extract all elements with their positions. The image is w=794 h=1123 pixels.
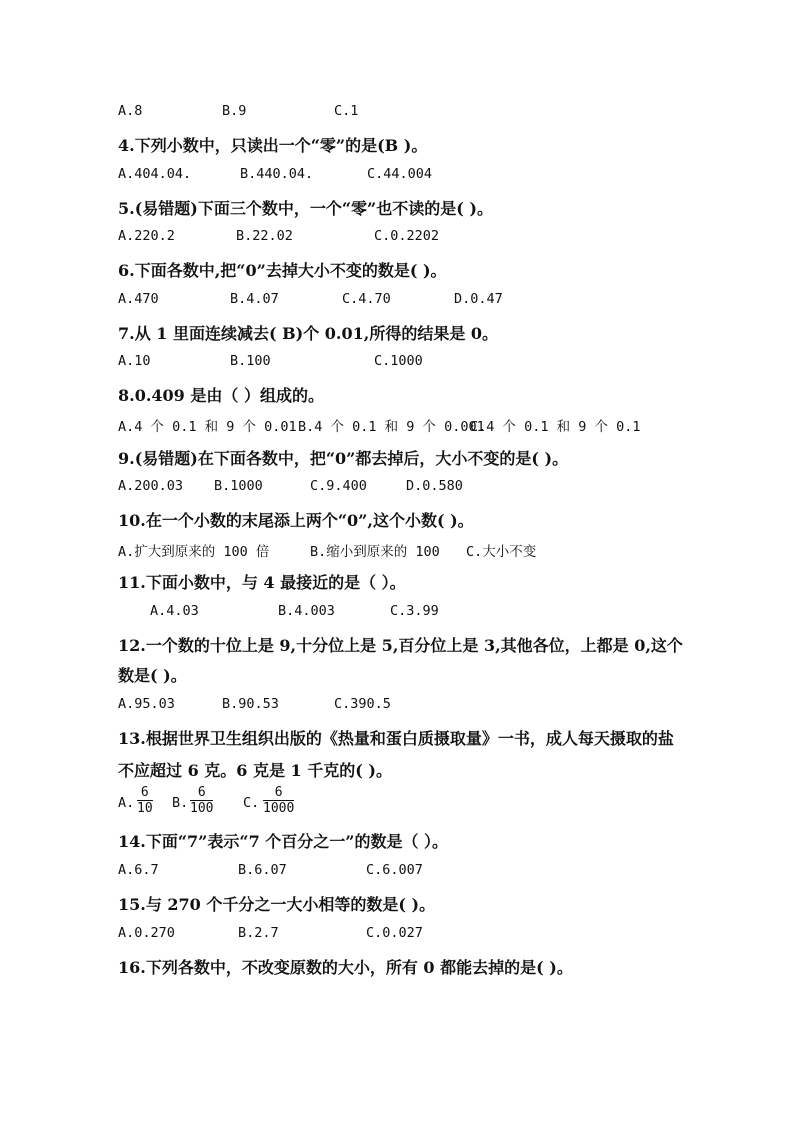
question-12-line-1: 12.一个数的十位上是 9,十分位上是 5,百分位上是 3,其他各位，上都是 0,这个 [118, 636, 683, 655]
question-11: 11.下面小数中，与 4 最接近的是（ ）。 [118, 573, 406, 592]
fraction-numerator: 6 [197, 785, 206, 800]
option-a: A.0.270 [118, 925, 175, 941]
question-10: 10.在一个小数的末尾添上两个“0”,这个小数( )。 [118, 511, 474, 530]
question-8: 8.0.409 是由（ ）组成的。 [118, 386, 324, 405]
fraction-denominator: 1000 [263, 801, 295, 816]
option-b: B.1000 [214, 478, 263, 494]
option-c: C.9.400 [310, 478, 367, 494]
option-c: C.大小不变 [466, 544, 537, 560]
question-14: 14.下面“7”表示“7 个百分之一”的数是（ ）。 [118, 832, 449, 851]
question-13-line-1: 13.根据世界卫生组织出版的《热量和蛋白质摄取量》一书，成人每天摄取的盐 [118, 729, 674, 748]
option-a: A.220.2 [118, 228, 175, 244]
question-16: 16.下列各数中，不改变原数的大小，所有 0 都能去掉的是( )。 [118, 958, 573, 977]
option-d: D.0.47 [454, 291, 503, 307]
fraction-denominator: 10 [137, 801, 153, 816]
option-a: A.4.03 [150, 603, 199, 619]
option-b: B.22.02 [236, 228, 293, 244]
option-a-label: A. [118, 795, 135, 811]
option-a: A.8 [118, 103, 143, 119]
question-13-line-2: 不应超过 6 克。6 克是 1 千克的( )。 [118, 761, 392, 780]
option-b-label: B. [172, 795, 189, 811]
option-c: C.6.007 [366, 862, 423, 878]
option-c: C.44.004 [367, 166, 433, 182]
option-c: C.1 [334, 103, 359, 119]
option-b: B.440.04. [240, 166, 314, 182]
option-a: A.4 个 0.1 和 9 个 0.01 [118, 419, 297, 435]
option-a: A.10 [118, 353, 151, 369]
option-a: A.扩大到原来的 100 倍 [118, 544, 270, 560]
option-c: C.0.027 [366, 925, 423, 941]
option-b: B.90.53 [222, 696, 279, 712]
fraction-denominator: 100 [190, 801, 214, 816]
option-c: C.390.5 [334, 696, 391, 712]
fraction-numerator: 6 [274, 785, 283, 800]
question-12-line-2: 数是( )。 [118, 666, 187, 685]
option-c: C.0.2202 [374, 228, 440, 244]
option-a-fraction [137, 785, 153, 816]
option-a: A.470 [118, 291, 159, 307]
option-b: B.2.7 [238, 925, 279, 941]
option-a: A.200.03 [118, 478, 184, 494]
option-b-fraction [190, 785, 213, 816]
option-b: B.9 [222, 103, 247, 119]
question-15: 15.与 270 个千分之一大小相等的数是( )。 [118, 895, 436, 914]
option-b: B.6.07 [238, 862, 287, 878]
option-b: B.4.003 [278, 603, 335, 619]
option-b: B.缩小到原来的 100 [310, 544, 440, 560]
option-c-fraction [263, 785, 294, 816]
option-c-label: C. [243, 795, 260, 811]
question-5: 5.(易错题)下面三个数中，一个“零”也不读的是( )。 [118, 199, 493, 218]
option-b: B.4.07 [230, 291, 279, 307]
option-a: A.95.03 [118, 696, 175, 712]
question-7: 7.从 1 里面连续减去( B)个 0.01,所得的结果是 0。 [118, 324, 499, 343]
option-b: B.4 个 0.1 和 9 个 0.001 [298, 419, 485, 435]
option-a: A.404.04. [118, 166, 192, 182]
question-9: 9.(易错题)在下面各数中，把“0”都去掉后，大小不变的是( )。 [118, 449, 569, 468]
option-d: D.0.580 [406, 478, 463, 494]
fraction-numerator: 6 [140, 785, 149, 800]
option-c: C.3.99 [390, 603, 439, 619]
option-b: B.100 [230, 353, 271, 369]
option-c: C.1000 [374, 353, 423, 369]
option-a: A.6.7 [118, 862, 159, 878]
question-4: 4.下列小数中，只读出一个“零”的是(B )。 [118, 136, 428, 155]
question-6: 6.下面各数中,把“0”去掉大小不变的数是( )。 [118, 261, 447, 280]
option-c: C.4 个 0.1 和 9 个 0.1 [470, 419, 641, 435]
option-c: C.4.70 [342, 291, 391, 307]
